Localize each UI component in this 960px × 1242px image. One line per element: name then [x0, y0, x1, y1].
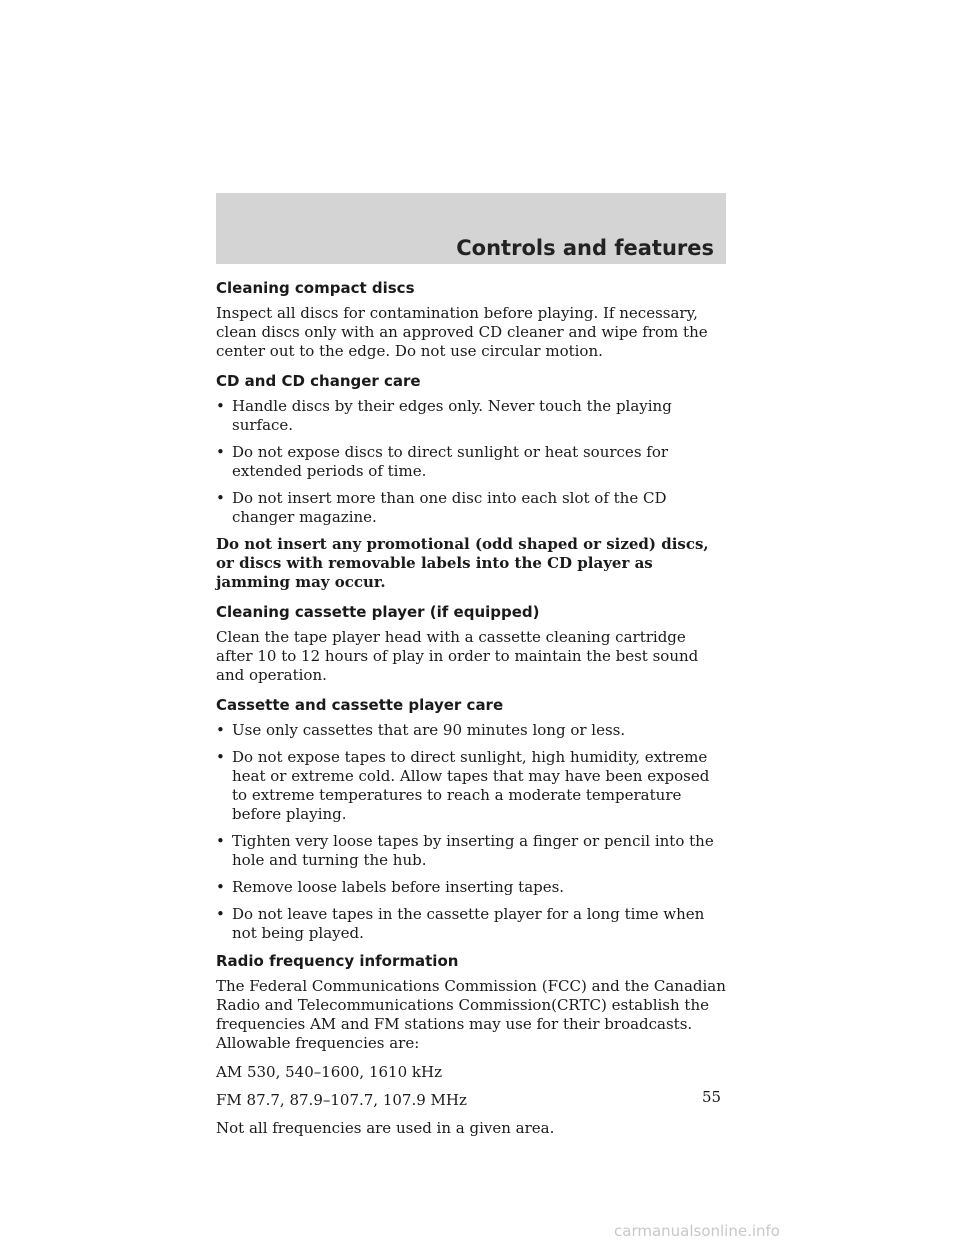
page-number: 55 — [702, 1088, 722, 1106]
fm-frequencies: FM 87.7, 87.9–107.7, 107.9 MHz — [216, 1091, 467, 1109]
frequency-note: Not all frequencies are used in a given area. — [216, 1119, 555, 1137]
list-item: • Use only cassettes that are 90 minutes long or less. — [216, 721, 726, 740]
section-cd-care — [216, 371, 726, 592]
watermark: carmanualsonline.info — [614, 1222, 780, 1240]
list-item: • Do not leave tapes in the cassette player for a long time when not being played. — [216, 905, 726, 943]
paragraph-radio-frequency: The Federal Communications Commission (FCC) and the Canadian Radio and Telecommunications Commission(CRTC) establish the frequencies AM and FM stations may use for their broadcasts. Allowable frequencies are: — [216, 977, 726, 1052]
header-band — [216, 193, 726, 264]
section-cleaning-discs — [216, 278, 726, 361]
list-item: • Tighten very loose tapes by inserting a finger or pencil into the hole and turning the hub. — [216, 832, 726, 870]
heading-cassette-care: Cassette and cassette player care — [216, 696, 504, 714]
warning-promotional-discs: Do not insert any promotional (odd shaped or sized) discs, or discs with removable labels into the CD player as jamming may occur. — [216, 535, 709, 591]
list-item: • Do not expose tapes to direct sunlight, high humidity, extreme heat or extreme cold. Allow tapes that may have been exposed to extreme temperatures to reach a moderate temperature before playing. — [216, 748, 726, 824]
am-frequencies: AM 530, 540–1600, 1610 kHz — [216, 1063, 442, 1081]
section-cassette-care — [216, 695, 726, 943]
page-content — [216, 278, 726, 1148]
section-title: Controls and features — [456, 236, 714, 260]
section-radio-frequency — [216, 951, 726, 1138]
heading-cd-care: CD and CD changer care — [216, 372, 421, 390]
paragraph-cleaning-discs: Inspect all discs for contamination before playing. If necessary, clean discs only with an approved CD cleaner and wipe from the center out to the edge. Do not use circular motion. — [216, 304, 708, 360]
list-item: • Do not insert more than one disc into each slot of the CD changer magazine. — [216, 489, 726, 527]
section-cleaning-cassette — [216, 602, 726, 685]
heading-radio-frequency: Radio frequency information — [216, 952, 459, 970]
cd-care-list — [216, 397, 726, 527]
heading-cleaning-cassette: Cleaning cassette player (if equipped) — [216, 603, 540, 621]
paragraph-cleaning-cassette: Clean the tape player head with a cassette cleaning cartridge after 10 to 12 hours of play in order to maintain the best sound and operation. — [216, 628, 699, 684]
heading-cleaning-discs: Cleaning compact discs — [216, 279, 415, 297]
list-item: • Remove loose labels before inserting tapes. — [216, 878, 726, 897]
list-item: • Do not expose discs to direct sunlight or heat sources for extended periods of time. — [216, 443, 726, 481]
cassette-care-list — [216, 721, 726, 943]
list-item: • Handle discs by their edges only. Never touch the playing surface. — [216, 397, 726, 435]
